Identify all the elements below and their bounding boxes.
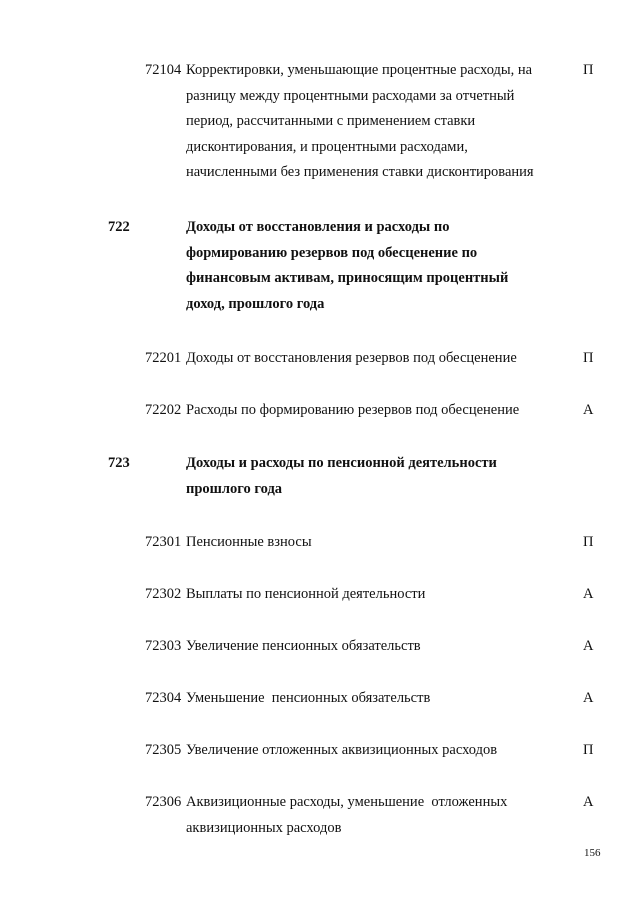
account-description [186, 582, 566, 608]
section-title-line: прошлого года [186, 480, 283, 497]
account-code: 72202 [145, 402, 182, 418]
account-type-mark: А [583, 690, 594, 706]
description-line: Увеличение отложенных аквизиционных расходов [186, 742, 498, 758]
description-line: период, рассчитанными с применением ставки [186, 113, 476, 130]
description-line: Корректировки, уменьшающие процентные расходы, на [186, 62, 533, 78]
account-description [186, 790, 566, 841]
account-code: 72306 [145, 794, 182, 810]
account-type-mark: А [583, 794, 594, 810]
description-line: Расходы по формированию резервов под обесценение [186, 402, 520, 418]
account-type-mark: А [583, 638, 594, 654]
description-line: разницу между процентными расходами за отчетный [186, 87, 515, 104]
account-code: 72303 [145, 638, 182, 654]
account-code: 72304 [145, 690, 182, 706]
account-description [186, 738, 566, 764]
account-code: 72305 [145, 742, 182, 758]
section-title [186, 451, 566, 502]
section-title-line: Доходы и расходы по пенсионной деятельности [186, 455, 497, 471]
account-type-mark: П [583, 742, 594, 758]
description-line: Доходы от восстановления резервов под обесценение [186, 350, 517, 366]
account-code: 72302 [145, 586, 182, 602]
page-number: 156 [584, 847, 601, 859]
section-title-line: доход, прошлого года [186, 295, 325, 312]
account-description [186, 686, 566, 712]
account-type-mark: А [583, 586, 594, 602]
account-code: 72301 [145, 534, 182, 550]
account-description [186, 398, 566, 424]
description-line: Увеличение пенсионных обязательств [186, 638, 421, 654]
section-title [186, 215, 566, 317]
account-description [186, 58, 566, 186]
description-line: дисконтирования, и процентными расходами, [186, 138, 468, 155]
description-line: Уменьшение пенсионных обязательств [186, 690, 431, 706]
account-description [186, 530, 566, 556]
description-line: Аквизиционные расходы, уменьшение отложенных [186, 794, 508, 810]
account-description [186, 634, 566, 660]
account-type-mark: А [583, 402, 594, 418]
section-title-line: Доходы от восстановления и расходы по [186, 219, 450, 235]
description-line: Выплаты по пенсионной деятельности [186, 586, 426, 602]
description-line: аквизиционных расходов [186, 819, 342, 836]
section-code: 723 [108, 455, 130, 471]
account-code: 72201 [145, 350, 182, 366]
description-line: Пенсионные взносы [186, 534, 312, 550]
account-code: 72104 [145, 62, 182, 78]
account-type-mark: П [583, 534, 594, 550]
description-line: начисленными без применения ставки дисконтирования [186, 164, 534, 181]
section-code: 722 [108, 219, 130, 235]
section-title-line: финансовым активам, приносящим процентный [186, 270, 509, 287]
section-title-line: формированию резервов под обесценение по [186, 244, 478, 261]
account-type-mark: П [583, 350, 594, 366]
account-description [186, 346, 566, 372]
account-type-mark: П [583, 62, 594, 78]
